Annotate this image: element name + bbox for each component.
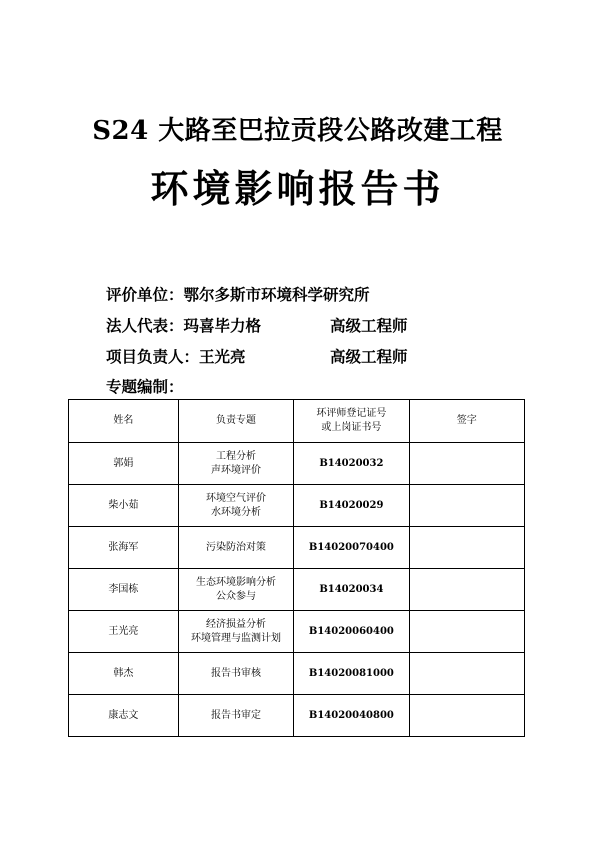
staff-signature	[409, 527, 524, 569]
staff-topic	[178, 527, 293, 569]
staff-topic	[178, 695, 293, 737]
evaluation-unit-line	[106, 283, 370, 305]
staff-topic-line: 环境管理与监测计划	[191, 632, 281, 644]
table-row	[69, 485, 525, 527]
staff-signature	[409, 611, 524, 653]
project-lead-label: 项目负责人：	[106, 347, 200, 366]
staff-table	[68, 399, 525, 737]
table-row	[69, 653, 525, 695]
legal-representative-line	[106, 314, 408, 336]
header-topic: 负责专题	[178, 400, 293, 443]
table-row	[69, 611, 525, 653]
table-row	[69, 527, 525, 569]
staff-topic-line: 工程分析	[216, 450, 256, 462]
staff-signature	[409, 653, 524, 695]
staff-name: 康志文	[69, 695, 179, 737]
special-topics-label: 专题编制：	[106, 377, 184, 396]
header-cert-line2: 或上岗证书号	[321, 422, 382, 433]
staff-signature	[409, 485, 524, 527]
staff-topic	[178, 485, 293, 527]
staff-topic-line: 环境空气评价	[206, 492, 266, 504]
table-header-row	[69, 400, 525, 443]
staff-cert-number: B14020029	[294, 485, 409, 527]
staff-topic	[178, 443, 293, 485]
staff-topic	[178, 653, 293, 695]
staff-topic	[178, 611, 293, 653]
table-row	[69, 569, 525, 611]
evaluation-unit-label: 评价单位：	[106, 285, 184, 304]
staff-cert-number: B14020070400	[294, 527, 409, 569]
project-lead-title: 高级工程师	[330, 347, 408, 366]
staff-topic-line: 水环境分析	[211, 506, 261, 518]
project-lead-value: 王光亮	[199, 347, 246, 366]
staff-cert-number: B14020081000	[294, 653, 409, 695]
staff-cert-number: B14020040800	[294, 695, 409, 737]
staff-name: 张海军	[69, 527, 179, 569]
staff-name: 郭娟	[69, 443, 179, 485]
legal-representative-value: 玛喜毕力格	[183, 316, 262, 335]
staff-cert-number: B14020060400	[294, 611, 409, 653]
staff-signature	[409, 569, 524, 611]
staff-topic-line: 污染防治对策	[206, 541, 266, 553]
staff-topic	[178, 569, 293, 611]
special-topics-line	[106, 375, 184, 397]
staff-topic-line: 声环境评价	[211, 464, 261, 476]
staff-topic-line: 经济损益分析	[206, 618, 266, 630]
document-title-line1: S24 大路至巴拉贡段公路改建工程	[92, 116, 503, 146]
staff-signature	[409, 695, 524, 737]
staff-name: 王光亮	[69, 611, 179, 653]
staff-cert-number: B14020032	[294, 443, 409, 485]
evaluation-unit-value: 鄂尔多斯市环境科学研究所	[183, 285, 370, 304]
staff-topic-line: 生态环境影响分析	[196, 576, 276, 588]
staff-signature	[409, 443, 524, 485]
header-cert	[294, 400, 409, 443]
table-row	[69, 443, 525, 485]
staff-topic-line: 公众参与	[216, 590, 256, 602]
staff-name: 李国栋	[69, 569, 179, 611]
document-title-line2: 环境影响报告书	[150, 166, 445, 211]
header-name: 姓名	[69, 400, 179, 443]
legal-representative-title: 高级工程师	[330, 316, 408, 335]
project-lead-line	[106, 345, 408, 367]
header-signature: 签字	[409, 400, 524, 443]
staff-name: 韩杰	[69, 653, 179, 695]
table-row	[69, 695, 525, 737]
staff-topic-line: 报告书审核	[211, 667, 261, 679]
staff-topic-line: 报告书审定	[211, 709, 261, 721]
staff-name: 柴小茹	[69, 485, 179, 527]
header-cert-line1: 环评师登记证号	[316, 408, 387, 419]
staff-cert-number: B14020034	[294, 569, 409, 611]
legal-representative-label: 法人代表：	[106, 316, 184, 335]
